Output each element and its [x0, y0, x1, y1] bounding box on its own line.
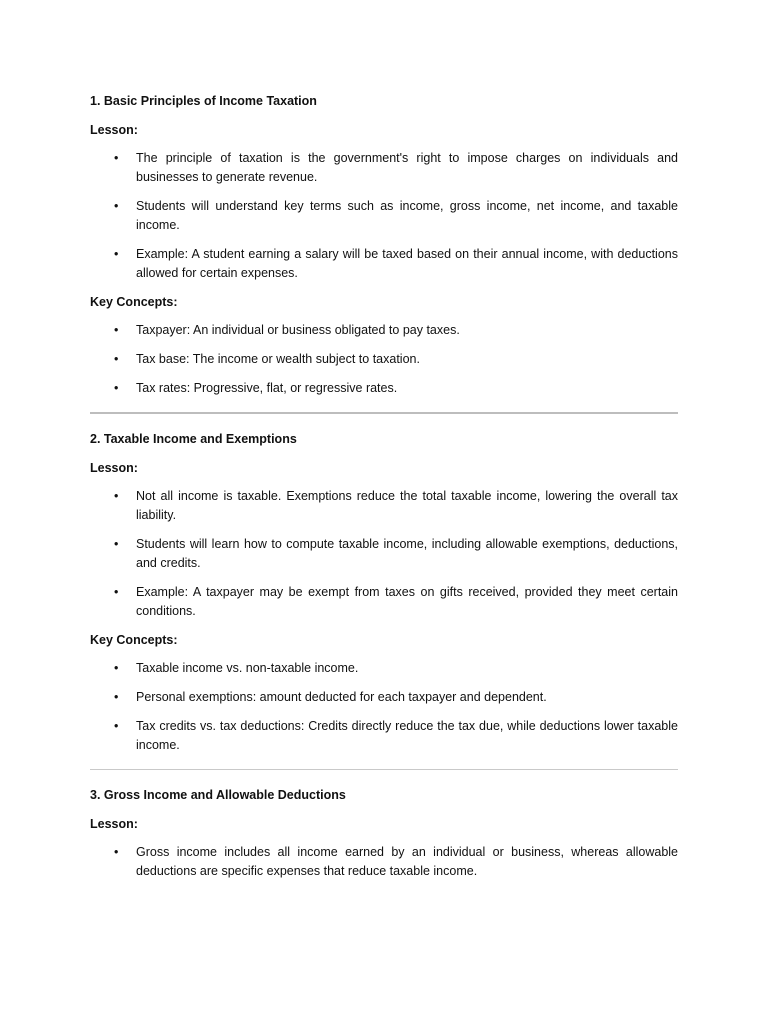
- bullet-icon: •: [114, 719, 119, 733]
- lesson-list: [90, 487, 678, 621]
- list-item: [90, 149, 678, 187]
- bullet-icon: •: [114, 352, 119, 366]
- section-2: [90, 430, 678, 755]
- section-title: 3. Gross Income and Allowable Deductions: [90, 788, 346, 802]
- list-item: [90, 197, 678, 235]
- section-title: 1. Basic Principles of Income Taxation: [90, 94, 317, 108]
- concepts-list: [90, 659, 678, 755]
- list-item-text: Tax credits vs. tax deductions: Credits directly reduce the tax due, while deductions lower taxable income.: [136, 719, 678, 752]
- list-item: [90, 350, 678, 369]
- bullet-icon: •: [114, 537, 119, 551]
- list-item-text: Taxable income vs. non-taxable income.: [136, 661, 359, 675]
- section-divider: [90, 412, 678, 414]
- list-item: [90, 321, 678, 340]
- list-item: [90, 487, 678, 525]
- list-item-text: Taxpayer: An individual or business obligated to pay taxes.: [136, 323, 460, 337]
- bullet-icon: •: [114, 489, 119, 503]
- section-divider: [90, 769, 678, 770]
- lesson-label: Lesson:: [90, 461, 138, 475]
- bullet-icon: •: [114, 661, 119, 675]
- key-concepts-label: Key Concepts:: [90, 295, 178, 309]
- section-3: [90, 786, 678, 881]
- list-item: [90, 583, 678, 621]
- list-item-text: Gross income includes all income earned by an individual or business, whereas allowable deductions are specific expenses that reduce taxable income.: [136, 845, 678, 878]
- list-item-text: The principle of taxation is the government's right to impose charges on individuals and businesses to generate revenue.: [136, 151, 678, 184]
- bullet-icon: •: [114, 585, 119, 599]
- bullet-icon: •: [114, 845, 119, 859]
- list-item: [90, 535, 678, 573]
- list-item-text: Personal exemptions: amount deducted for each taxpayer and dependent.: [136, 690, 547, 704]
- bullet-icon: •: [114, 199, 119, 213]
- key-concepts-label: Key Concepts:: [90, 633, 178, 647]
- concepts-list: [90, 321, 678, 398]
- list-item: [90, 688, 678, 707]
- bullet-icon: •: [114, 151, 119, 165]
- bullet-icon: •: [114, 247, 119, 261]
- list-item: [90, 245, 678, 283]
- list-item: [90, 379, 678, 398]
- list-item: [90, 659, 678, 678]
- bullet-icon: •: [114, 381, 119, 395]
- list-item-text: Tax base: The income or wealth subject to taxation.: [136, 352, 420, 366]
- section-1: [90, 92, 678, 398]
- list-item-text: Not all income is taxable. Exemptions reduce the total taxable income, lowering the overall tax liability.: [136, 489, 678, 522]
- list-item-text: Tax rates: Progressive, flat, or regressive rates.: [136, 381, 398, 395]
- list-item: [90, 717, 678, 755]
- section-title: 2. Taxable Income and Exemptions: [90, 432, 297, 446]
- list-item-text: Example: A taxpayer may be exempt from taxes on gifts received, provided they meet certain conditions.: [136, 585, 678, 618]
- bullet-icon: •: [114, 323, 119, 337]
- list-item-text: Students will learn how to compute taxable income, including allowable exemptions, deductions, and credits.: [136, 537, 678, 570]
- list-item-text: Example: A student earning a salary will be taxed based on their annual income, with deductions allowed for certain expenses.: [136, 247, 678, 280]
- lesson-label: Lesson:: [90, 817, 138, 831]
- lesson-list: [90, 149, 678, 283]
- lesson-label: Lesson:: [90, 123, 138, 137]
- lesson-list: [90, 843, 678, 881]
- bullet-icon: •: [114, 690, 119, 704]
- document-page: [90, 92, 678, 891]
- list-item-text: Students will understand key terms such as income, gross income, net income, and taxable income.: [136, 199, 678, 232]
- list-item: [90, 843, 678, 881]
